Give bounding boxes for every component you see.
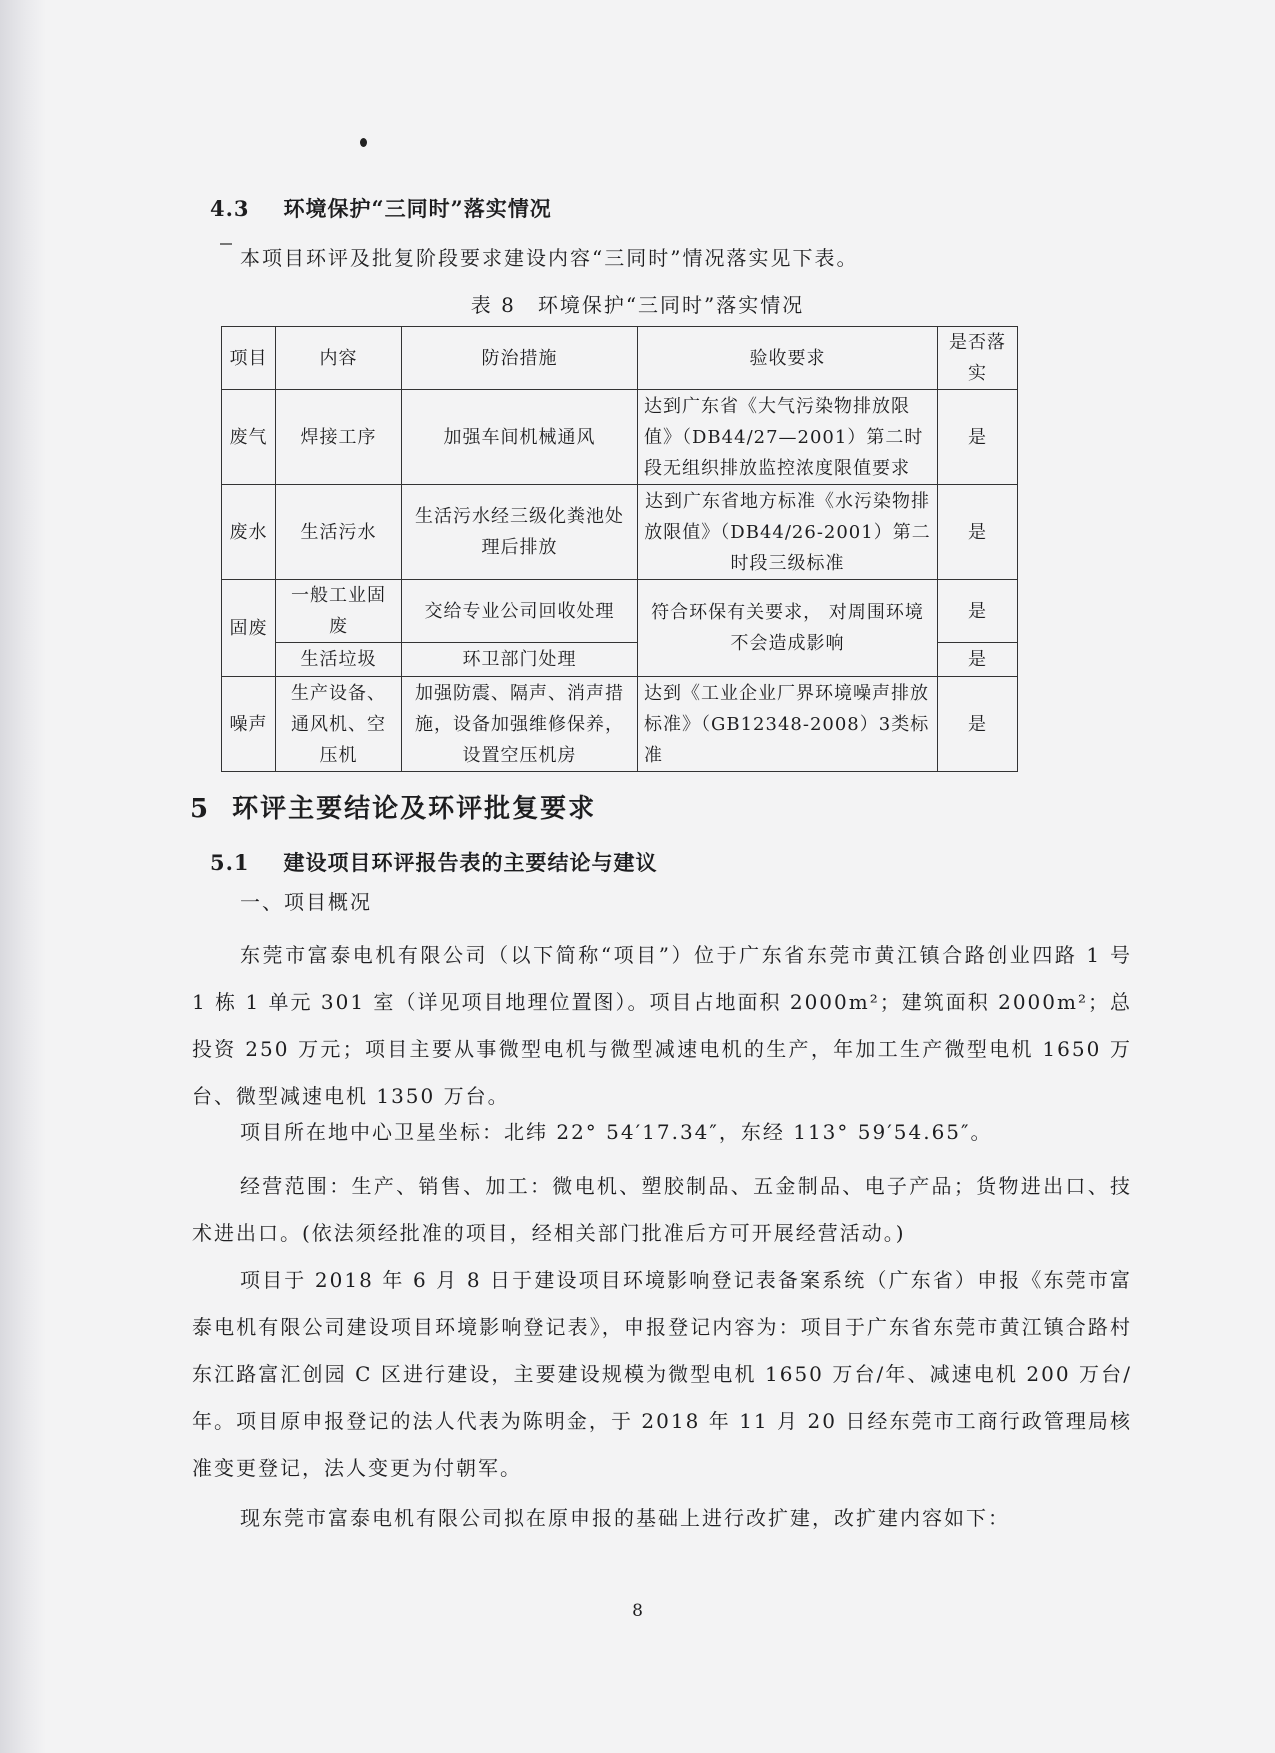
header-cell: 是否落实 <box>938 327 1018 390</box>
table-header-row <box>222 327 1018 390</box>
done-cell: 是 <box>938 485 1018 580</box>
section-4-3-heading <box>210 193 552 223</box>
section-5-1-heading <box>210 847 658 877</box>
done-cell: 是 <box>938 643 1018 677</box>
category-cell: 废气 <box>222 390 276 485</box>
margin-mark <box>220 243 232 245</box>
done-cell: 是 <box>938 677 1018 772</box>
section-number: 5.1 <box>210 850 250 875</box>
header-cell: 防治措施 <box>402 327 638 390</box>
measure-cell: 交给专业公司回收处理 <box>402 580 638 643</box>
paragraph-overview: 东莞市富泰电机有限公司（以下简称“项目”）位于广东省东莞市黄江镇合路创业四路 1 号 1 栋 1 单元 301 室（详见项目地理位置图）。项目占地面积 2000m²；建筑面积 2000m²；总投资 250 万元；项目主要从事微型电机与微型减速电机的生产，年加工生产微型电机 1650 万台、微型减速电机 1350 万台。 <box>192 943 1132 1108</box>
category-cell: 固废 <box>222 580 276 677</box>
measure-cell: 加强防震、隔声、消声措施，设备加强维修保养，设置空压机房 <box>402 677 638 772</box>
section-title: 环评主要结论及环评批复要求 <box>232 794 597 824</box>
paragraph-registration: 项目于 2018 年 6 月 8 日于建设项目环境影响登记表备案系统（广东省）申报《东莞市富泰电机有限公司建设项目环境影响登记表》，申报登记内容为：项目于广东省东莞市黄江镇合路村东江路富汇创园 C 区进行建设，主要建设规模为微型电机 1650 万台/年、减速电机 200 万台/年。项目原申报登记的法人代表为陈明金，于 2018 年 11 月 20 日经东莞市工商行政管理局核准变更登记，法人变更为付朝军。 <box>192 1268 1132 1480</box>
section-title: 环境保护“三同时”落实情况 <box>283 196 552 221</box>
requirement-cell: 达到广东省《大气污染物排放限值》（DB44/27—2001）第二时段无组织排放监控浓度限值要求 <box>638 390 938 485</box>
requirement-cell: 达到《工业企业厂界环境噪声排放标准》（GB12348-2008）3类标准 <box>638 677 938 772</box>
category-cell: 废水 <box>222 485 276 580</box>
scan-left-edge <box>0 0 46 1753</box>
table-caption: 表 8 环境保护“三同时”落实情况 <box>470 293 805 317</box>
content-cell: 生活污水 <box>276 485 402 580</box>
content-cell: 生活垃圾 <box>276 643 402 677</box>
content-cell: 生产设备、通风机、空压机 <box>276 677 402 772</box>
section-title: 建设项目环评报告表的主要结论与建议 <box>283 850 658 875</box>
paragraph-business-scope: 经营范围：生产、销售、加工：微电机、塑胶制品、五金制品、电子产品；货物进出口、技术进出口。(依法须经批准的项目，经相关部门批准后方可开展经营活动。) <box>192 1174 1132 1245</box>
measure-cell: 生活污水经三级化粪池处理后排放 <box>402 485 638 580</box>
done-cell: 是 <box>938 580 1018 643</box>
header-cell: 项目 <box>222 327 276 390</box>
measure-cell: 环卫部门处理 <box>402 643 638 677</box>
measure-cell: 加强车间机械通风 <box>402 390 638 485</box>
paragraph-expansion: 现东莞市富泰电机有限公司拟在原申报的基础上进行改扩建，改扩建内容如下： <box>240 1506 1010 1530</box>
header-cell: 验收要求 <box>638 327 938 390</box>
section-number: 5 <box>190 794 211 824</box>
category-cell: 噪声 <box>222 677 276 772</box>
table-row <box>222 580 1018 643</box>
three-simultaneous-table <box>221 326 1018 772</box>
table-row <box>222 677 1018 772</box>
table-row <box>222 390 1018 485</box>
intro-sentence: 本项目环评及批复阶段要求建设内容“三同时”情况落实见下表。 <box>240 246 859 270</box>
content-cell: 一般工业固废 <box>276 580 402 643</box>
ink-dot <box>360 138 367 147</box>
content-cell: 焊接工序 <box>276 390 402 485</box>
table-row <box>222 485 1018 580</box>
done-cell: 是 <box>938 390 1018 485</box>
subsection-heading: 一、项目概况 <box>240 890 372 914</box>
requirement-cell: 达到广东省地方标准《水污染物排放限值》（DB44/26-2001）第二时段三级标准 <box>638 485 938 580</box>
requirement-cell: 符合环保有关要求， 对周围环境不会造成影响 <box>638 580 938 677</box>
section-5-heading <box>190 788 596 825</box>
header-cell: 内容 <box>276 327 402 390</box>
section-number: 4.3 <box>210 196 250 221</box>
paragraph-coordinates: 项目所在地中心卫星坐标：北纬 22° 54′17.34″，东经 113° 59′54.65″。 <box>240 1120 993 1144</box>
page-number: 8 <box>632 1601 643 1621</box>
